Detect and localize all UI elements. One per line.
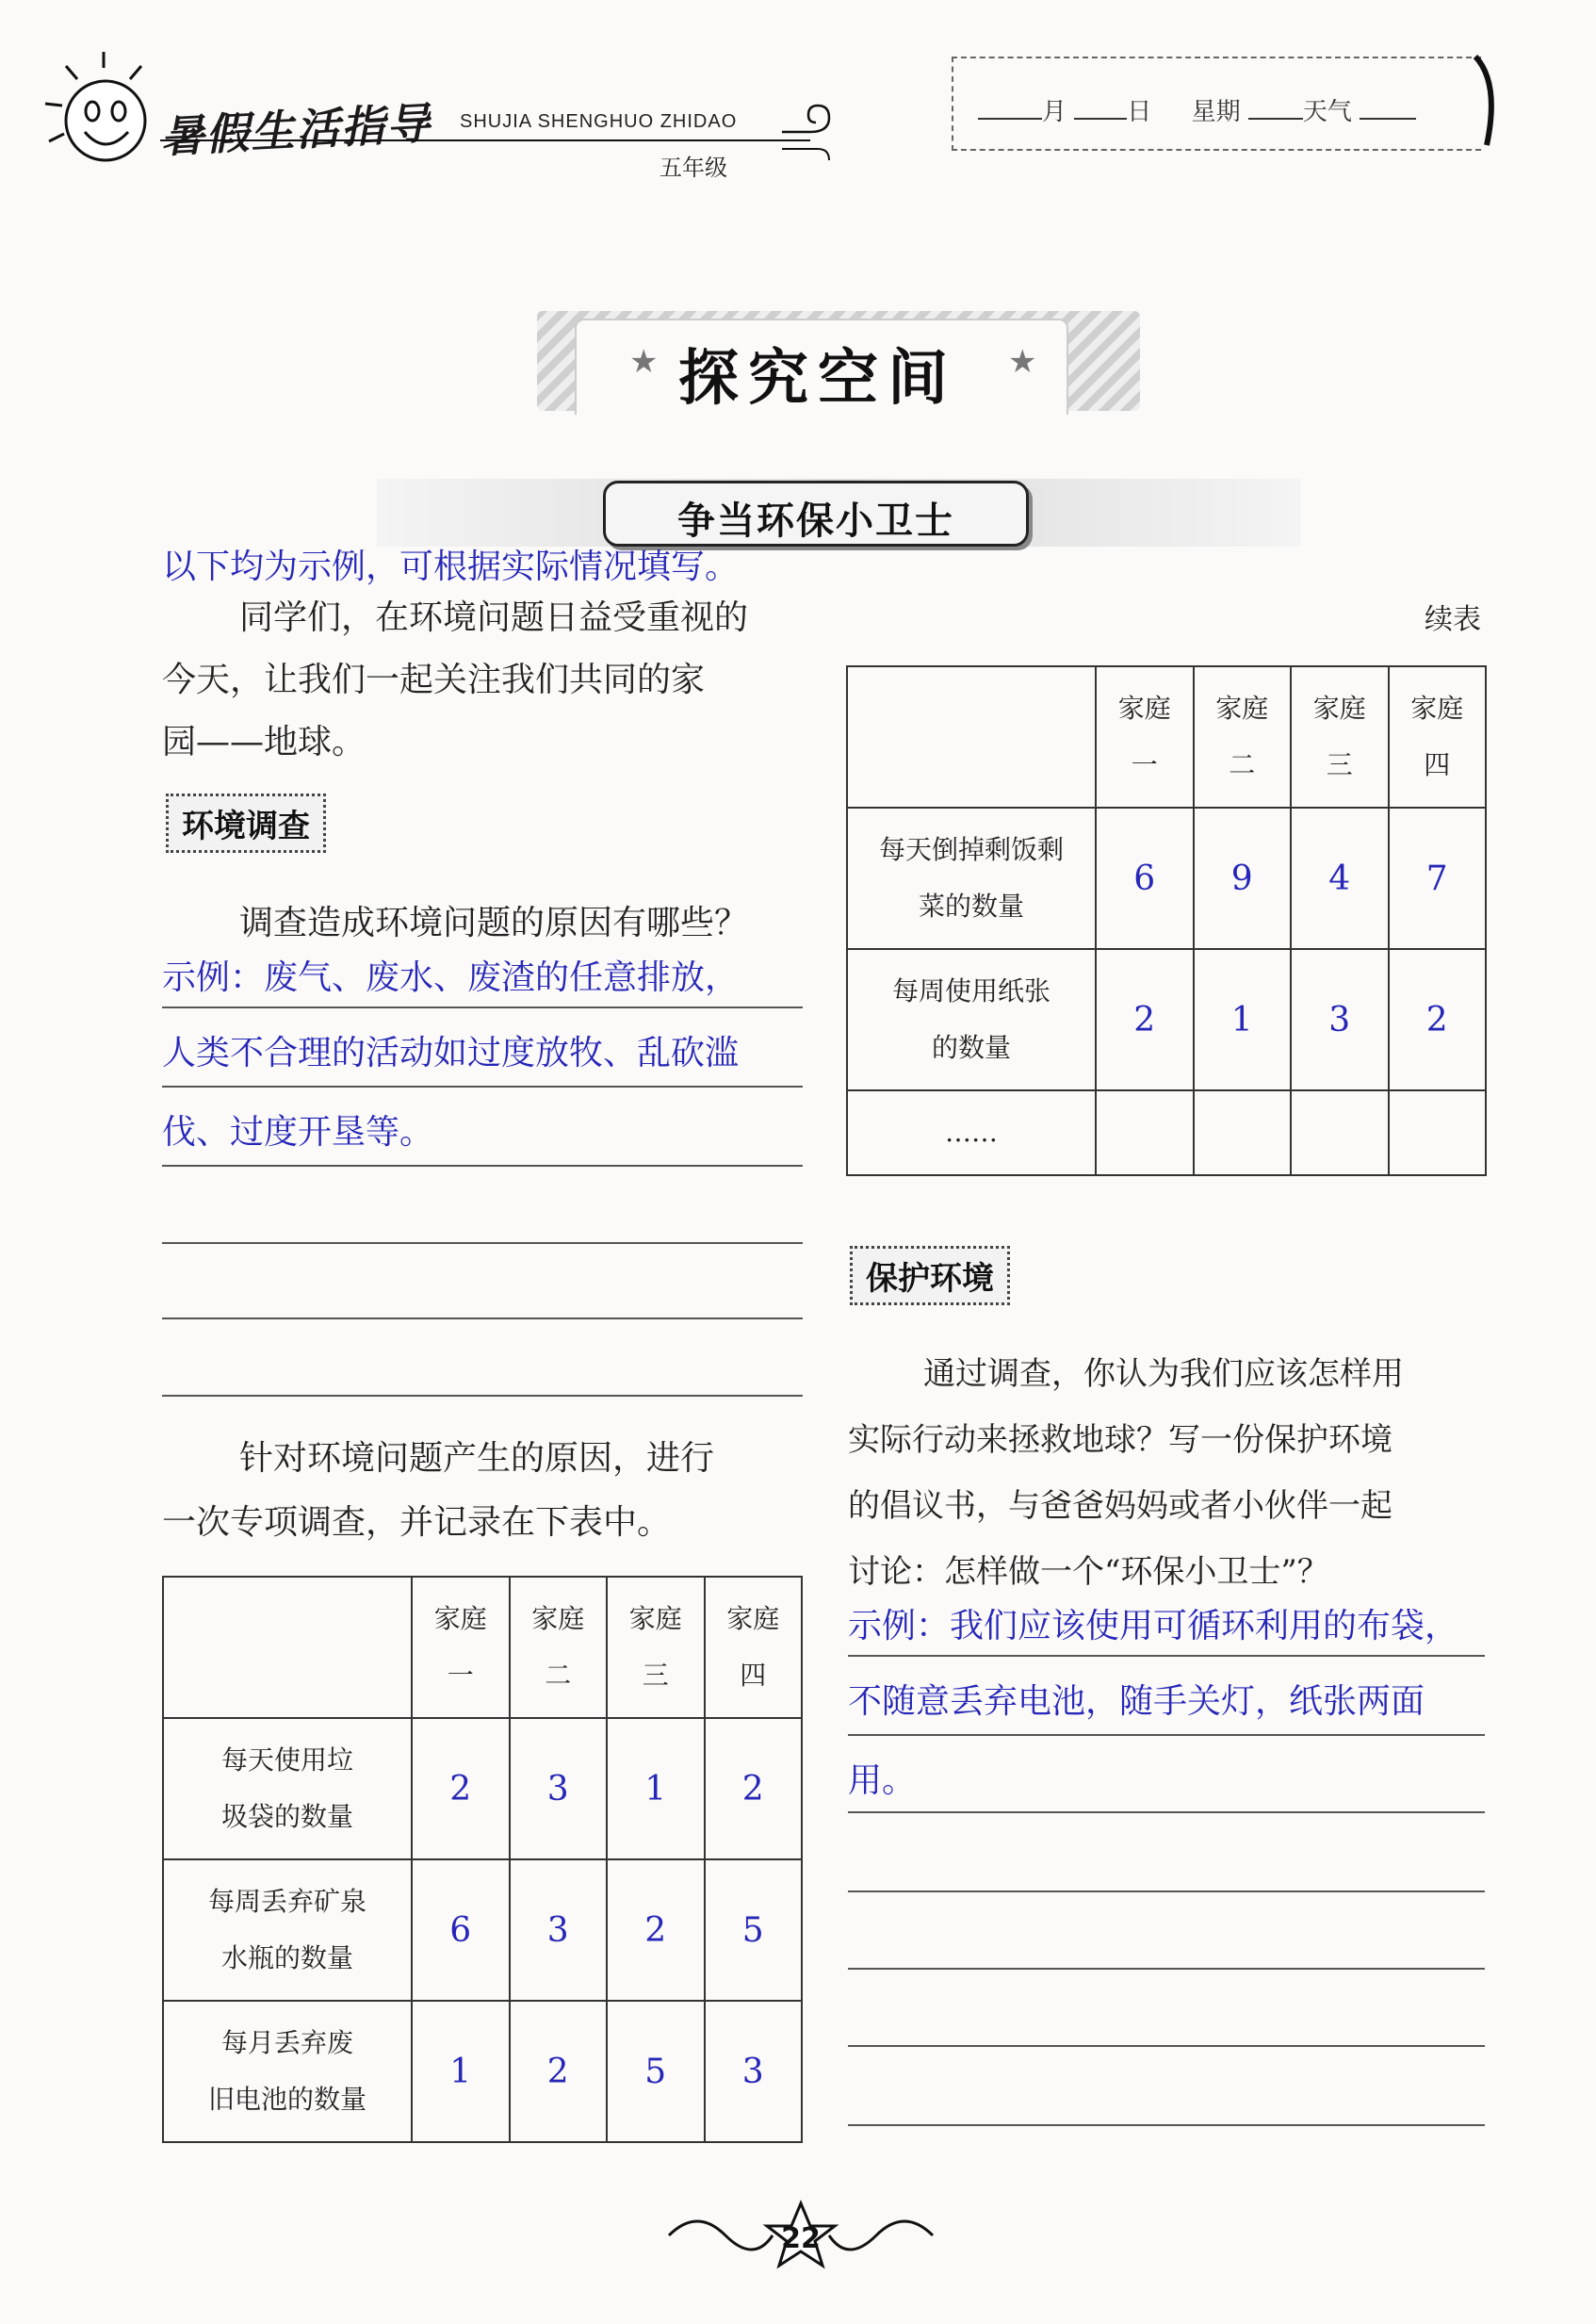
star-left-icon: ★ [629, 343, 659, 381]
table-header-family-2: 家庭 二 [1194, 666, 1292, 808]
cell-value: 2 [705, 1718, 803, 1859]
row-label: 每月丢弃废 旧电池的数量 [163, 2001, 412, 2142]
cell-value: 9 [1194, 808, 1292, 949]
answer-line-3: 伐、过度开垦等。 [162, 1113, 434, 1152]
header-underline [160, 139, 810, 141]
cell-value [1389, 1090, 1487, 1175]
table-row [847, 1090, 1486, 1175]
write-line [848, 1811, 1485, 1813]
write-line [162, 1242, 803, 1244]
write-line [162, 1007, 803, 1008]
table-header-family-4: 家庭 四 [705, 1577, 803, 1718]
write-line [162, 1317, 803, 1319]
cell-value: 4 [1291, 808, 1389, 949]
row-label: 每天使用垃 圾袋的数量 [163, 1718, 412, 1859]
cell-value: 1 [1194, 949, 1292, 1090]
page-number: 22 [781, 2222, 821, 2255]
table-header-family-3: 家庭 三 [607, 1577, 705, 1718]
write-line [848, 1734, 1485, 1736]
answer-line-1: 示例：废气、废水、废渣的任意排放， [162, 958, 740, 997]
write-line [162, 1395, 803, 1397]
cell-value: 6 [1096, 808, 1194, 949]
survey-table-1 [162, 1576, 803, 2143]
write-line [848, 1968, 1485, 1970]
cell-value: 5 [705, 1859, 803, 2001]
table-corner [847, 666, 1096, 808]
header-pinyin: SHUJIA SHENGHUO ZHIDAO [460, 111, 738, 132]
cell-value: 2 [607, 1859, 705, 2001]
right-answer-line-3: 用。 [848, 1761, 917, 1800]
cell-value [1096, 1090, 1194, 1175]
section-banner [537, 311, 1140, 414]
table-header-family-1: 家庭 一 [412, 1577, 510, 1718]
cell-value: 5 [607, 2001, 705, 2142]
header [19, 38, 1583, 179]
cell-value: 1 [607, 1718, 705, 1859]
cell-value: 2 [1389, 949, 1487, 1090]
prompt-line-4: 讨论：怎样做一个“环保小卫士”？ [848, 1553, 1329, 1591]
table-row [163, 2001, 802, 2142]
continued-table-label: 续表 [1425, 603, 1481, 636]
intro-line-2: 今天，让我们一起关注我们共同的家 [162, 661, 706, 699]
table-header-family-3: 家庭 三 [1291, 666, 1389, 808]
date-weather-label: 天气 [1302, 98, 1352, 126]
star-right-icon: ★ [1008, 343, 1037, 381]
footer [660, 2198, 942, 2273]
cell-value: 2 [1096, 949, 1194, 1090]
cell-value [1291, 1090, 1389, 1175]
write-line [848, 2045, 1485, 2047]
answer-line-2: 人类不合理的活动如过度放牧、乱砍滥 [162, 1034, 740, 1072]
task-line-1: 针对环境问题产生的原因，进行 [239, 1439, 715, 1478]
prompt-line-1: 通过调查，你认为我们应该怎样用 [923, 1355, 1404, 1393]
sun-mascot-icon [38, 47, 170, 170]
prompt-line-3: 的倡议书，与爸爸妈妈或者小伙伴一起 [848, 1487, 1392, 1525]
write-line [848, 1890, 1485, 1892]
prompt-line-2: 实际行动来拯救地球？写一份保护环境 [848, 1421, 1392, 1459]
survey-table-2 [846, 665, 1487, 1176]
subbanner-title: 争当环保小卫士 [677, 499, 954, 543]
table-header-family-1: 家庭 一 [1096, 666, 1194, 808]
intro-line-1: 同学们，在环境问题日益受重视的 [239, 598, 749, 637]
tag-environment-survey: 环境调查 [166, 794, 326, 853]
right-answer-line-1: 示例：我们应该使用可循环利用的布袋， [848, 1607, 1459, 1645]
right-answer-line-2: 不随意丢弃电池，随手关灯，纸张两面 [848, 1682, 1425, 1721]
swirl-ornament-icon [773, 94, 848, 170]
header-logo-text: 暑假生活指导 [158, 97, 433, 163]
write-line [848, 1655, 1485, 1657]
cell-value: 6 [412, 1859, 510, 2001]
date-day-label: 日 [1127, 98, 1152, 126]
row-label: …… [847, 1090, 1096, 1175]
cell-value: 1 [412, 2001, 510, 2142]
date-month-label: 月 [1042, 98, 1067, 126]
date-box-curl-icon [1468, 55, 1502, 149]
cell-value: 2 [510, 2001, 608, 2142]
write-line [848, 2124, 1485, 2126]
task-line-2: 一次专项调查，并记录在下表中。 [162, 1503, 672, 1542]
table-row [847, 949, 1486, 1090]
cell-value: 3 [705, 2001, 803, 2142]
row-label: 每周使用纸张 的数量 [847, 949, 1096, 1090]
tag-protect-environment: 保护环境 [850, 1246, 1010, 1305]
table-header-family-4: 家庭 四 [1389, 666, 1487, 808]
row-label: 每周丢弃矿泉 水瓶的数量 [163, 1859, 412, 2001]
table-corner [163, 1577, 412, 1718]
cell-value: 3 [1291, 949, 1389, 1090]
cell-value: 3 [510, 1859, 608, 2001]
cell-value: 3 [510, 1718, 608, 1859]
write-line [162, 1165, 803, 1167]
date-weekday-label: 星期 [1191, 98, 1241, 126]
intro-line-3: 园——地球。 [162, 723, 366, 761]
section-title: 探究空间 [678, 344, 957, 414]
row-label: 每天倒掉剩饭剩 菜的数量 [847, 808, 1096, 949]
cell-value [1194, 1090, 1292, 1175]
table-header-family-2: 家庭 二 [510, 1577, 608, 1718]
date-box [952, 57, 1481, 151]
example-note: 以下均为示例，可根据实际情况填写。 [162, 548, 740, 586]
table-row [163, 1859, 802, 2001]
table-row [163, 1718, 802, 1859]
survey-question: 调查造成环境问题的原因有哪些？ [239, 904, 749, 942]
table-row [847, 808, 1486, 949]
cell-value: 2 [412, 1718, 510, 1859]
write-line [162, 1086, 803, 1088]
header-grade: 五年级 [660, 155, 727, 181]
cell-value: 7 [1389, 808, 1487, 949]
